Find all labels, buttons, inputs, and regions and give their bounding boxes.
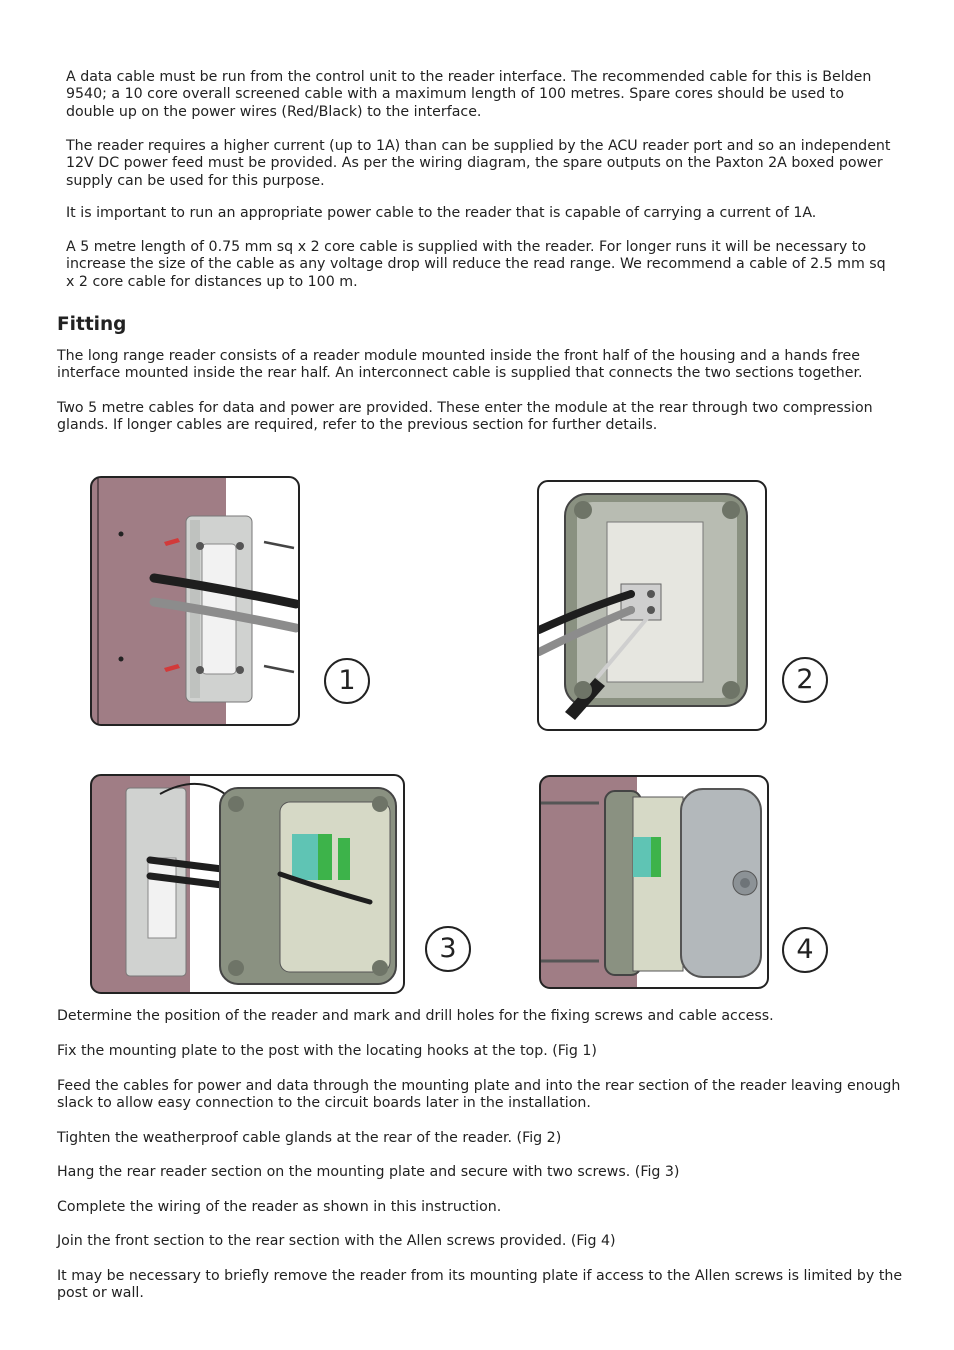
circuit-board-green bbox=[651, 837, 661, 877]
figure-3-number: 3 bbox=[425, 926, 471, 972]
figure-4-illustration bbox=[539, 775, 771, 991]
fitting-heading: Fitting bbox=[57, 314, 127, 335]
step-tighten-glands: Tighten the weatherproof cable glands at the rear of the reader. (Fig 2) bbox=[57, 1130, 562, 1146]
figure-2-number: 2 bbox=[782, 657, 828, 703]
figure-3-hang-rear-section bbox=[90, 774, 407, 1000]
figure-4-join-front-section bbox=[539, 775, 771, 995]
fitting-paragraph-cables: Two 5 metre cables for data and power are provided. These enter the module at the rear through two compression glands. If longer cables are required, refer to the previous section for further details. bbox=[57, 400, 873, 434]
figure-3-illustration bbox=[90, 774, 407, 996]
step-remove-reader-note: It may be necessary to briefly remove the reader from its mounting plate if access to the Allen screws is limited by the post or wall. bbox=[57, 1268, 903, 1302]
fitting-paragraph-overview: The long range reader consists of a reader module mounted inside the front half of the housing and a hands free interface mounted inside the rear half. An interconnect cable is supplied that connects the two sections together. bbox=[57, 348, 863, 382]
circuit-board-green bbox=[318, 834, 332, 880]
step-mark-and-drill: Determine the position of the reader and mark and drill holes for the fixing screws and cable access. bbox=[57, 1008, 774, 1024]
circuit-board-teal bbox=[292, 834, 318, 880]
step-join-front-section: Join the front section to the rear section with the Allen screws provided. (Fig 4) bbox=[57, 1233, 616, 1249]
step-feed-cables: Feed the cables for power and data through the mounting plate and into the rear section of the reader leaving enough slack to allow easy connection to the circuit boards later in the installation. bbox=[57, 1078, 901, 1112]
step-complete-wiring: Complete the wiring of the reader as shown in this instruction. bbox=[57, 1199, 502, 1215]
figure-1-number: 1 bbox=[324, 658, 370, 704]
cabling-paragraph-data-cable: A data cable must be run from the control unit to the reader interface. The recommended cable for this is Belden 9540; a 10 core overall screened cable with a maximum length of 100 metres. Spare cores should be used to double up on the power wires (Red/Black) to the interface. bbox=[66, 69, 872, 120]
cabling-paragraph-current: It is important to run an appropriate power cable to the reader that is capable of carrying a current of 1A. bbox=[66, 205, 817, 221]
figure-2-cable-glands bbox=[537, 480, 769, 737]
step-fix-mounting-plate: Fix the mounting plate to the post with the locating hooks at the top. (Fig 1) bbox=[57, 1043, 597, 1059]
step-hang-rear-section: Hang the rear reader section on the mounting plate and secure with two screws. (Fig 3) bbox=[57, 1164, 680, 1180]
figure-1-illustration bbox=[90, 476, 302, 728]
figure-1-mounting-plate bbox=[90, 476, 302, 732]
figure-4-number: 4 bbox=[782, 927, 828, 973]
cabling-paragraph-cable-length: A 5 metre length of 0.75 mm sq x 2 core cable is supplied with the reader. For longer runs it will be necessary to increase the size of the cable as any voltage drop will reduce the read range. We recommend a cable of 2.5 mm sq x 2 core cable for distances up to 100 m. bbox=[66, 239, 886, 290]
cabling-paragraph-power-feed: The reader requires a higher current (up to 1A) than can be supplied by the ACU reader port and so an independent 12V DC power feed must be provided. As per the wiring diagram, the spare outputs on the Paxton 2A boxed power supply can be used for this purpose. bbox=[66, 138, 891, 189]
figure-2-illustration bbox=[537, 480, 769, 733]
